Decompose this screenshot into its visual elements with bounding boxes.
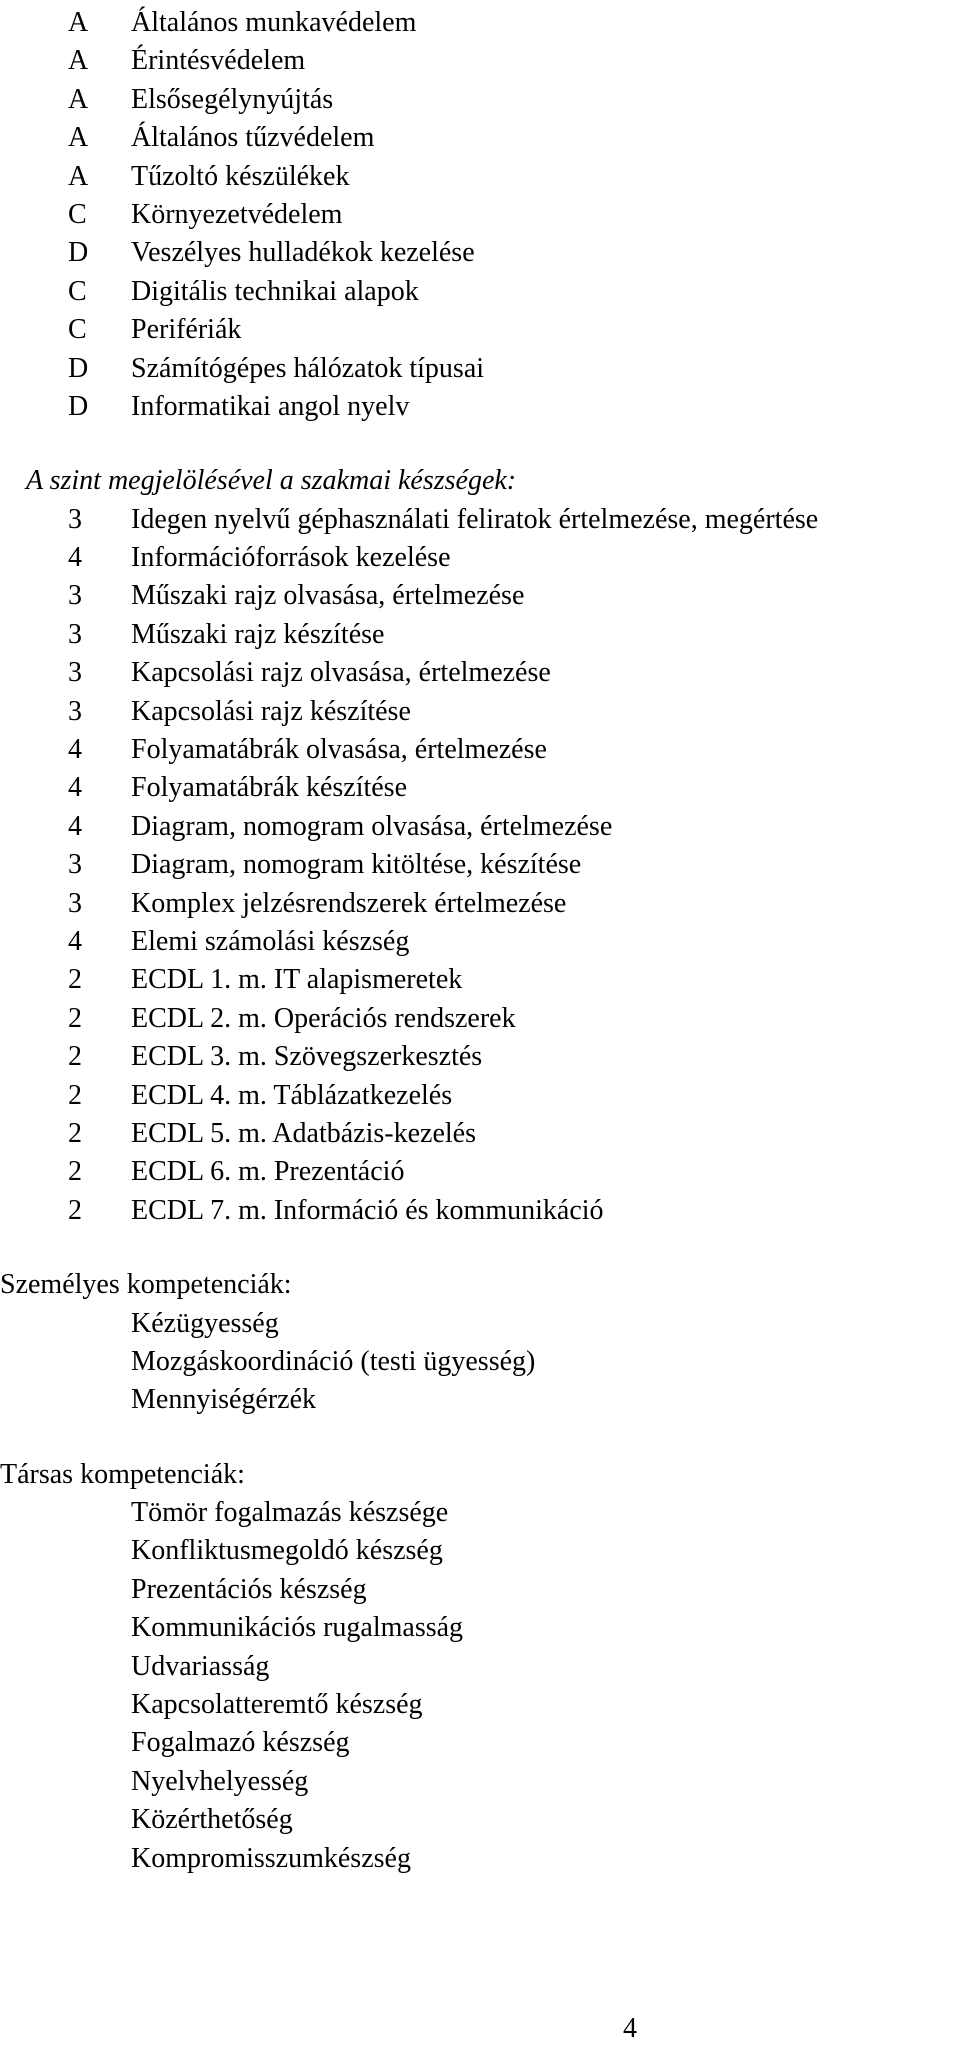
list-item <box>0 808 960 846</box>
level-code: 3 <box>68 657 82 689</box>
list-item <box>0 1077 960 1115</box>
list-item <box>0 501 960 539</box>
subject-name: Elsősegélynyújtás <box>131 83 334 115</box>
level-code: 3 <box>68 503 82 535</box>
skill-name: ECDL 7. m. Információ és kommunikáció <box>131 1194 604 1226</box>
skill-name: Diagram, nomogram kitöltése, készítése <box>131 849 582 881</box>
skill-name: Műszaki rajz készítése <box>131 618 385 650</box>
level-code: A <box>68 83 89 115</box>
document-body <box>0 4 960 1878</box>
level-code: C <box>68 314 87 346</box>
list-item <box>0 1305 960 1343</box>
level-code: 3 <box>68 618 82 650</box>
level-code: 3 <box>68 849 82 881</box>
competency-name: Fogalmazó készség <box>131 1727 350 1759</box>
subject-name: Informatikai angol nyelv <box>131 390 410 422</box>
subject-list <box>0 4 960 426</box>
list-item <box>0 4 960 42</box>
competency-name: Kapcsolatteremtő készség <box>131 1689 423 1721</box>
competency-name: Közérthetőség <box>131 1804 293 1836</box>
skill-name: ECDL 5. m. Adatbázis-kezelés <box>131 1117 476 1149</box>
skill-name: ECDL 1. m. IT alapismeretek <box>131 964 463 996</box>
level-code: A <box>68 160 89 192</box>
list-item <box>0 81 960 119</box>
list-item <box>0 350 960 388</box>
subject-name: Számítógépes hálózatok típusai <box>131 352 485 384</box>
list-item <box>0 961 960 999</box>
list-item <box>0 846 960 884</box>
list-item <box>0 196 960 234</box>
subject-name: Érintésvédelem <box>131 45 306 77</box>
skill-name: Információforrások kezelése <box>131 542 451 574</box>
level-code: D <box>68 237 89 269</box>
level-code: D <box>68 352 89 384</box>
subject-name: Veszélyes hulladékok kezelése <box>131 237 475 269</box>
competency-name: Kézügyesség <box>131 1307 279 1339</box>
skill-name: Elemi számolási készség <box>131 925 410 957</box>
competency-name: Konfliktusmegoldó készség <box>131 1535 443 1567</box>
skill-name: Folyamatábrák készítése <box>131 772 408 804</box>
level-code: 2 <box>68 1156 82 1188</box>
list-item <box>0 693 960 731</box>
list-item <box>0 1609 960 1647</box>
social-competencies-section <box>0 1456 960 1878</box>
skill-name: Műszaki rajz olvasása, értelmezése <box>131 580 525 612</box>
level-code: 2 <box>68 1079 82 1111</box>
subject-name: Környezetvédelem <box>131 198 343 230</box>
list-item <box>0 1840 960 1878</box>
level-code: A <box>68 7 89 38</box>
level-code: 2 <box>68 1002 82 1034</box>
level-code: 2 <box>68 1194 82 1226</box>
personal-competencies-heading: Személyes kompetenciák: <box>0 1269 292 1301</box>
competency-name: Tömör fogalmazás készsége <box>131 1497 449 1529</box>
list-item <box>0 234 960 272</box>
competency-name: Kompromisszumkészség <box>131 1842 411 1874</box>
list-item <box>0 1648 960 1686</box>
subject-name: Perifériák <box>131 314 242 346</box>
section-spacer <box>0 1230 960 1266</box>
list-item <box>0 577 960 615</box>
level-code: 3 <box>68 695 82 727</box>
list-item <box>0 1801 960 1839</box>
competency-name: Nyelvhelyesség <box>131 1765 309 1797</box>
list-item <box>0 885 960 923</box>
level-code: 3 <box>68 580 82 612</box>
subject-name: Digitális technikai alapok <box>131 275 419 307</box>
list-item <box>0 1532 960 1570</box>
skill-name: Kapcsolási rajz olvasása, értelmezése <box>131 657 551 689</box>
competency-name: Prezentációs készség <box>131 1573 367 1605</box>
level-code: 4 <box>68 772 82 804</box>
skills-section <box>0 462 960 1230</box>
level-code: 4 <box>68 810 82 842</box>
skill-name: ECDL 3. m. Szövegszerkesztés <box>131 1041 483 1073</box>
list-item <box>0 616 960 654</box>
list-item <box>0 42 960 80</box>
section-spacer <box>0 426 960 462</box>
level-code: 4 <box>68 925 82 957</box>
skill-name: Komplex jelzésrendszerek értelmezése <box>131 887 567 919</box>
list-item <box>0 1000 960 1038</box>
list-item <box>0 1724 960 1762</box>
level-code: D <box>68 390 89 422</box>
list-item <box>0 119 960 157</box>
level-code: 4 <box>68 542 82 574</box>
level-code: C <box>68 198 87 230</box>
skills-heading: A szint megjelölésével a szakmai készségek: <box>26 465 517 497</box>
competency-name: Mennyiségérzék <box>131 1384 317 1416</box>
subject-name: Általános munkavédelem <box>131 7 417 38</box>
skill-name: Idegen nyelvű géphasználati feliratok értelmezése, megértése <box>131 503 819 535</box>
page-number: 4 <box>623 2013 637 2044</box>
list-item <box>0 1494 960 1532</box>
list-item <box>0 273 960 311</box>
level-code: 2 <box>68 964 82 996</box>
subject-name: Általános tűzvédelem <box>131 122 375 154</box>
skill-name: Folyamatábrák olvasása, értelmezése <box>131 734 547 766</box>
list-item <box>0 654 960 692</box>
skill-name: Diagram, nomogram olvasása, értelmezése <box>131 810 613 842</box>
level-code: C <box>68 275 87 307</box>
competency-name: Kommunikációs rugalmasság <box>131 1612 464 1644</box>
competency-name: Mozgáskoordináció (testi ügyesség) <box>131 1345 536 1377</box>
skill-name: ECDL 4. m. Táblázatkezelés <box>131 1079 453 1111</box>
list-item <box>0 158 960 196</box>
list-item <box>0 1763 960 1801</box>
social-competencies-heading: Társas kompetenciák: <box>0 1458 245 1490</box>
list-item <box>0 1343 960 1381</box>
list-item <box>0 1571 960 1609</box>
list-item <box>0 1115 960 1153</box>
list-item <box>0 388 960 426</box>
skill-name: ECDL 6. m. Prezentáció <box>131 1156 405 1188</box>
list-item <box>0 539 960 577</box>
section-spacer <box>0 1420 960 1456</box>
list-item <box>0 1381 960 1419</box>
list-item <box>0 1192 960 1230</box>
skill-name: Kapcsolási rajz készítése <box>131 695 411 727</box>
list-item <box>0 1038 960 1076</box>
competency-name: Udvariasság <box>131 1650 270 1682</box>
level-code: 2 <box>68 1117 82 1149</box>
list-item <box>0 731 960 769</box>
list-item <box>0 1686 960 1724</box>
level-code: 2 <box>68 1041 82 1073</box>
list-item <box>0 769 960 807</box>
level-code: A <box>68 122 89 154</box>
level-code: 3 <box>68 887 82 919</box>
list-item <box>0 1153 960 1191</box>
list-item <box>0 311 960 349</box>
skill-name: ECDL 2. m. Operációs rendszerek <box>131 1002 516 1034</box>
list-item <box>0 923 960 961</box>
level-code: A <box>68 45 89 77</box>
level-code: 4 <box>68 734 82 766</box>
subject-name: Tűzoltó készülékek <box>131 160 350 192</box>
personal-competencies-section <box>0 1266 960 1420</box>
